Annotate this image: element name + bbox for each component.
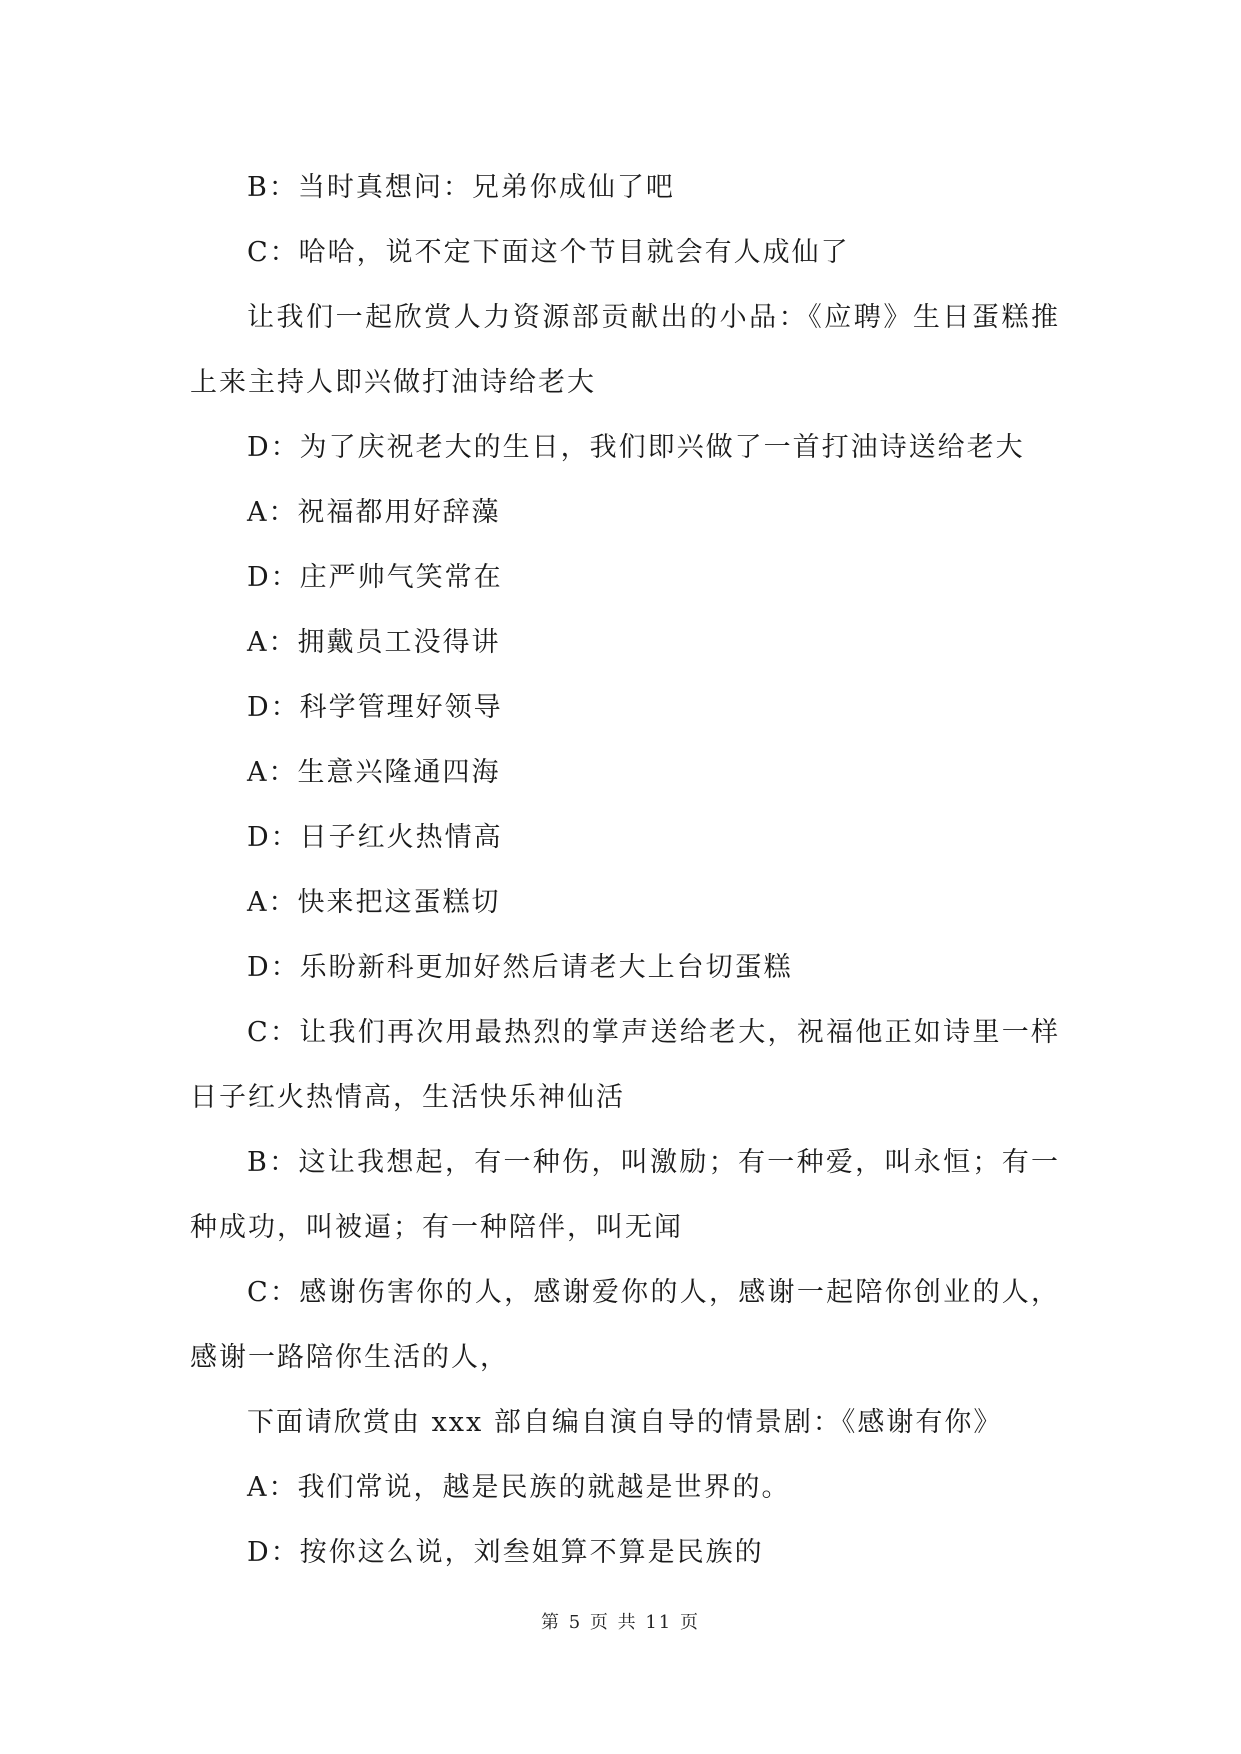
document-body [190,155,1060,1585]
page-footer: 第 5 页 共 11 页 [541,1612,700,1633]
paragraph-1: B：当时真想问：兄弟你成仙了吧 [247,172,675,203]
paragraph-16: 下面请欣赏由 xxx 部自编自演自导的情景剧：《感谢有你》 [247,1407,1003,1438]
paragraph-2: C：哈哈，说不定下面这个节目就会有人成仙了 [247,237,850,268]
paragraph-9: A：生意兴隆通四海 [247,757,501,788]
paragraph-18: D：按你这么说，刘叁姐算不算是民族的 [247,1537,764,1568]
paragraph-6: D：庄严帅气笑常在 [247,562,503,593]
paragraph-3: 让我们一起欣赏人力资源部贡献出的小品：《应聘》生日蛋糕推上来主持人即兴做打油诗给老大 [190,302,1060,398]
paragraph-13: C：让我们再次用最热烈的掌声送给老大，祝福他正如诗里一样日子红火热情高，生活快乐神仙活 [190,1017,1060,1113]
paragraph-17: A：我们常说，越是民族的就越是世界的。 [247,1472,791,1503]
paragraph-11: A：快来把这蛋糕切 [247,887,501,918]
paragraph-12: D：乐盼新科更加好然后请老大上台切蛋糕 [247,952,793,983]
paragraph-14: B：这让我想起，有一种伤，叫激励；有一种爱，叫永恒；有一种成功，叫被逼；有一种陪伴，叫无闻 [190,1147,1060,1243]
paragraph-7: A：拥戴员工没得讲 [247,627,501,658]
paragraph-10: D：日子红火热情高 [247,822,503,853]
paragraph-4: D：为了庆祝老大的生日，我们即兴做了一首打油诗送给老大 [247,432,1025,463]
paragraph-8: D：科学管理好领导 [247,692,503,723]
paragraph-5: A：祝福都用好辞藻 [247,497,501,528]
paragraph-15: C：感谢伤害你的人，感谢爱你的人，感谢一起陪你创业的人，感谢一路陪你生活的人， [190,1277,1060,1373]
